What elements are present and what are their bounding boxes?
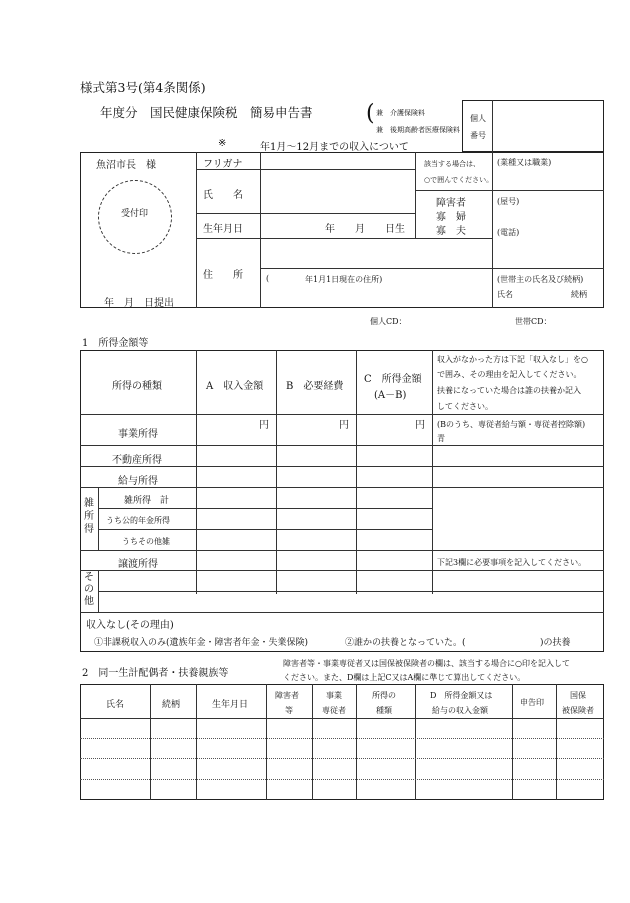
- dependent-row-3[interactable]: [81, 759, 603, 778]
- combined-care-label: 兼 介護保険料: [376, 109, 425, 117]
- transfer-income-label: 譲渡所得: [118, 559, 158, 570]
- widow-option[interactable]: 寡 婦: [436, 212, 466, 223]
- form-number: 様式第3号(第4条関係): [80, 80, 206, 95]
- address-note-paren: (: [266, 274, 270, 283]
- no-income-reason-2[interactable]: ②誰かの扶養となっていた。(: [345, 638, 466, 648]
- salary-income-label: 給与所得: [118, 476, 158, 487]
- submit-date-label: 年 月 日提出: [104, 298, 174, 309]
- applicable-note-2: ○で囲んでください。: [424, 176, 494, 184]
- household-head-label: (世帯主の氏名及び続柄): [497, 275, 584, 284]
- dep-col-disabled-2: 等: [285, 706, 293, 715]
- section2-note-2: ください。また、D欄は上記C又はA欄に準じて算出してください。: [283, 673, 526, 682]
- note-line-4: してください。: [437, 402, 493, 411]
- dep-col-type-1: 所得の: [372, 691, 396, 700]
- personal-cd-label: 個人CD：: [370, 317, 407, 326]
- note-line-1: 収入がなかった方は下記「収入なし」を○: [437, 355, 588, 364]
- dep-col-disabled-1: 障害者: [275, 691, 299, 700]
- no-income-reason-2-end: )の扶養: [540, 638, 571, 648]
- combined-elderly-label: 兼 後期高齢者医療保険料: [376, 126, 460, 134]
- dep-col-insured-2: 被保険者: [562, 706, 594, 715]
- widower-option[interactable]: 寡 夫: [436, 226, 466, 237]
- note-mark: ※: [218, 138, 227, 149]
- col-c-formula: (A－B): [374, 390, 407, 401]
- business-note: (Bのうち、専従者給与額・専従者控除額): [437, 420, 586, 429]
- furigana-field[interactable]: [262, 154, 414, 168]
- no-income-reason-1[interactable]: ①非課税収入のみ(遺族年金・障害者年金・失業保険): [94, 638, 309, 648]
- shop-name-label: (屋号): [497, 197, 520, 206]
- section1-title: 1 所得金額等: [82, 338, 149, 349]
- address-label: 住 所: [203, 270, 243, 281]
- reception-stamp-label: 受付印: [121, 209, 149, 219]
- other-misc-label: うちその他雑: [122, 537, 170, 546]
- kojin-label: 個人: [470, 114, 486, 123]
- furigana-label: フリガナ: [203, 159, 243, 170]
- disabled-option[interactable]: 障害者: [436, 198, 466, 209]
- applicable-note-1: 該当する場合は、: [424, 160, 480, 168]
- address-note: 年1月1日現在の住所): [305, 275, 383, 284]
- transfer-note: 下記3欄に必要事項を記入してください。: [437, 558, 587, 567]
- misc-income-label: 雑所得: [84, 498, 94, 535]
- yen-c: 円: [415, 420, 425, 431]
- misc-total-label: 雑所得 計: [124, 496, 170, 506]
- dep-col-relation: 続柄: [162, 700, 181, 710]
- dependent-row-2[interactable]: [81, 739, 603, 758]
- mayor-label: 魚沼市長 様: [96, 160, 156, 171]
- form-title: 年度分 国民健康保険税 簡易申告書: [100, 105, 313, 120]
- dep-col-d-2: 給与の収入金額: [432, 706, 488, 715]
- household-cd-label: 世帯CD：: [515, 317, 552, 326]
- note-line-2: で囲み、その理由を記入してください。: [437, 370, 582, 379]
- head-relation-label: 続柄: [571, 290, 587, 299]
- business-income-label: 事業所得: [118, 429, 158, 440]
- name-label: 氏 名: [203, 190, 243, 201]
- dep-col-d-1: D 所得金額又は: [430, 691, 493, 700]
- no-income-label: 収入なし(その理由): [86, 620, 174, 631]
- dep-col-employee-2: 専従者: [322, 706, 346, 715]
- income-type-header: 所得の種類: [112, 381, 162, 392]
- pension-income-label: うち公的年金所得: [106, 516, 170, 525]
- name-field[interactable]: [262, 171, 414, 211]
- bango-label: 番号: [470, 131, 486, 140]
- dep-col-dob: 生年月日: [212, 700, 249, 710]
- dep-col-employee-1: 事業: [326, 691, 342, 700]
- yen-a: 円: [259, 420, 269, 431]
- dep-col-seal: 申告印: [520, 698, 544, 707]
- note-line-3: 扶養になっていた場合は誰の扶養か記入: [437, 386, 581, 395]
- phone-label: (電話): [497, 228, 520, 237]
- dob-format: 年 月 日生: [325, 224, 405, 235]
- col-c-header: C 所得金額: [364, 374, 422, 385]
- col-a-header: A 収入金額: [206, 381, 264, 392]
- dependent-row-1[interactable]: [81, 719, 603, 738]
- section2-title: 2 同一生計配偶者・扶養親族等: [82, 668, 229, 679]
- personal-number-field[interactable]: [494, 102, 602, 150]
- section2-note-1: 障害者等・事業専従者又は国保被保険者の欄は、該当する場合に○印を記入して: [283, 659, 570, 668]
- dob-label: 生年月日: [203, 224, 243, 235]
- yen-b: 円: [339, 420, 349, 431]
- dependent-row-4[interactable]: [81, 780, 603, 799]
- dep-col-type-2: 種類: [376, 706, 392, 715]
- address-field[interactable]: [262, 240, 490, 266]
- occupation-label: (業種又は職業): [497, 158, 552, 167]
- other-income-label: その他: [84, 572, 94, 607]
- dep-col-name: 氏名: [106, 700, 125, 710]
- head-name-label: 氏名: [497, 290, 513, 299]
- paren-bracket: (: [366, 101, 375, 126]
- col-b-header: B 必要経費: [286, 381, 344, 392]
- real-estate-income-label: 不動産所得: [112, 455, 162, 466]
- period-label: 年1月～12月までの収入について: [260, 142, 409, 153]
- blue-return-label: 青: [437, 434, 445, 443]
- dep-col-insured-1: 国保: [570, 691, 586, 700]
